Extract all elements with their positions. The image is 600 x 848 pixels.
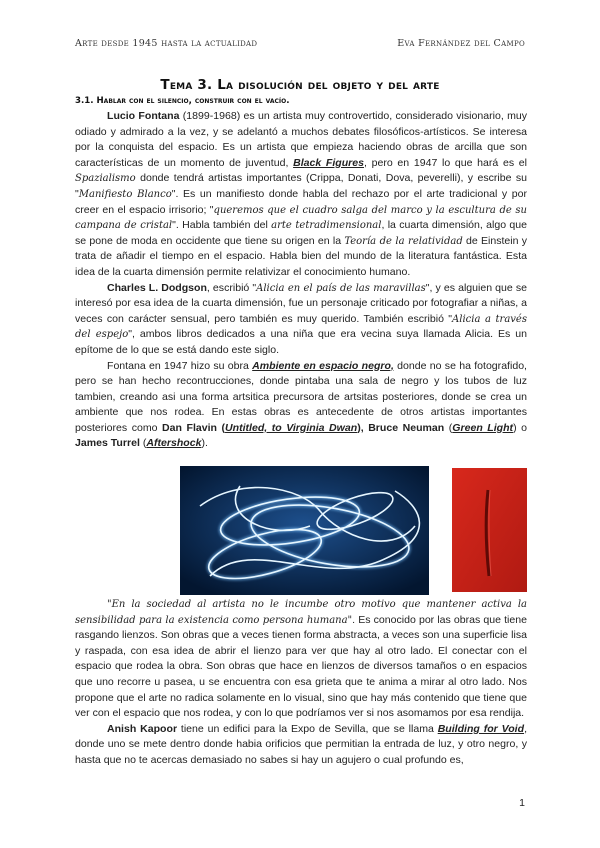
slashed-red-canvas-image [452, 468, 527, 592]
chapter-title: Tema 3. La disolución del objeto y del arte [160, 77, 440, 93]
author-name: Charles L. Dodgson [107, 281, 207, 294]
neon-tubes-illustration [180, 466, 429, 595]
paragraph-dodgson: Charles L. Dodgson, escribió "Alicia en el país de las maravillas", y es alguien que se interesó por esa idea de la cuarta dimensión, fue un personaje criticado por fotografiar a niñas, a veces con carácter sensual, pero también es muy querido. También escribió "Alicia a través del espejo", ambos libros dedicados a una niña que era vecina suya llamada Alicia. Es un epítome de lo que se está dando este siglo. [75, 281, 527, 356]
paragraph-kapoor: Anish Kapoor tiene un edifici para la Expo de Sevilla, que se llama Building for Void, donde uno se mete dentro donde habia orificios que permitian la entrada de luz, y otro negro, y hasta que no te acercas demasiado no sabes si hay un agujero o cual profundo es, [75, 722, 527, 766]
running-header-right: Eva Fernández del Campo [397, 38, 525, 49]
neon-installation-image [180, 466, 429, 595]
section-heading: 3.1. Hablar con el silencio, construir con el vacío. [75, 96, 290, 106]
running-header-left: Arte desde 1945 hasta la actualidad [75, 38, 258, 49]
link-ambiente-espacio-negro[interactable]: Ambiente en espacio negro, [252, 359, 394, 372]
paragraph-ambiente: Fontana en 1947 hizo su obra Ambiente en espacio negro, donde no se ha fotografido, pero se han hecho recontrucciones, donde pintaba una sala de negro y los tubos de luz tambien, creando asi una forma artsitica precursora de artsitas posteriores, donde se crea un ambiente que nos rodea. En estas obras es antecedente de otros artistas importantes posteriores como Dan Flavin (Untitled, to Virginia Dwan), Bruce Neuman (Green Light) o James Turrel (Aftershock). [75, 359, 527, 450]
body-text-lower [75, 597, 527, 769]
link-black-figures[interactable]: Black Figures [293, 156, 365, 169]
link-green-light[interactable]: Green Light [452, 421, 514, 434]
fontana-quote: "En la sociedad al artista no le incumbe otro motivo que mantener activa la sensibilidad para la existencia como persona humana" [75, 599, 527, 626]
link-building-for-void[interactable]: Building for Void [437, 722, 525, 735]
paragraph-fontana-quote: "En la sociedad al artista no le incumbe otro motivo que mantener activa la sensibilidad para la existencia como persona humana". Es conocido por las obras que tiene rasgando lienzos. Son obras que a veces tienen forma abstracta, a veces son una superficie lisa y raspada, con esa idea de abrir el lienzo para ver que hay al otro lado. El conectar con el espacio que rodea la obra. Son obras que hace en lienzos de diversos tamaños o en espacios que uno recorre u pasea, u se encuentra con esa grieta que te anima a mirar al otro lado. Nos propone que el arte no radica solamente en lo visual, sino que hay más contenido que tiene que ver con el espacio que nos rodea, y con lo que podríamos ver si nos asomamos por esa rendija. [75, 599, 527, 720]
link-aftershock[interactable]: Aftershock [146, 437, 202, 450]
body-text-upper [75, 109, 527, 452]
artist-name: Lucio Fontana [107, 110, 180, 122]
canvas-slash-illustration [452, 468, 527, 592]
paragraph-fontana: Lucio Fontana (1899-1968) es un artista muy controvertido, considerado visionario, muy odiado y admirado a la vez, y se adelantó a muchos debates filosóficos-artísticos. Se interesa por la conquista del espacio. Es un artista que empieza haciendo obras de arcilla que son características de un momento de juventud, Black Figures, pero en 1947 lo que hará es el Spazialismo donde tendrá artistas importantes (Crippa, Donati, Dova, peverelli), y escribe su "Manifiesto Blanco". Es un manifiesto donde habla del rechazo por el arte tradicional y por creer en el espacio irrisorio; "queremos que el cuadro salga del marco y la escultura de su campana de cristal". Habla también del arte tetradimensional, la cuarta dimensión, algo que se pone de moda en occidente que tiene su origen en la Teoría de la relatividad de Einstein y trata de añadir el tiempo en el espacio. Habla bien del mundo de la literatura fantástica. Esta idea de la cuarta dimensión permite relativizar el conocimiento humano. [75, 110, 527, 278]
artist-name-kapoor: Anish Kapoor [107, 722, 178, 735]
link-untitled-virginia-dwan[interactable]: Untitled, to Virginia Dwan [225, 421, 358, 434]
page-number: 1 [519, 797, 525, 809]
